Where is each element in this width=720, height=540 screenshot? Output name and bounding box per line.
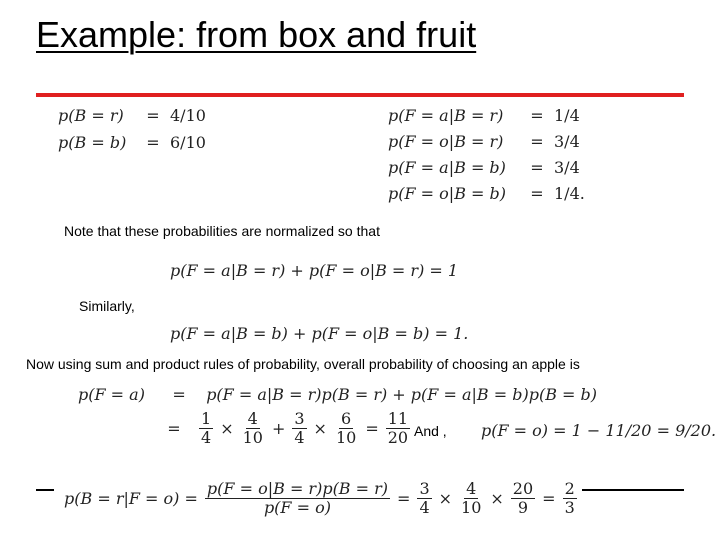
conditional-row [388, 184, 585, 203]
times-sign: × [438, 489, 453, 508]
fraction-denominator: 4 [419, 498, 430, 517]
fraction-denominator: 4 [201, 428, 212, 447]
prior-row [58, 106, 206, 125]
prior-lhs: p(B = r) [58, 106, 124, 125]
fraction-numerator: 3 [419, 479, 430, 498]
conditional-rhs: 3/4 [554, 132, 580, 151]
title-divider [36, 93, 684, 97]
times-sign: × [313, 419, 327, 438]
and-text: And , [414, 423, 447, 439]
bottom-rule-right [582, 489, 684, 491]
fraction [241, 410, 265, 447]
equals-sign: = [542, 489, 556, 508]
slide-title: Example: from box and fruit [36, 14, 477, 55]
plus-sign: + [271, 419, 286, 438]
apple-rhs: p(F = a|B = r)p(B = r) + p(F = a|B = b)p(B = b) [206, 385, 598, 404]
times-sign: × [220, 419, 234, 438]
apple-lhs: p(F = a) [78, 385, 145, 404]
fraction-denominator: 10 [335, 428, 357, 447]
similarly-text: Similarly, [79, 298, 135, 314]
sum-product-text: Now using sum and product rules of probability, overall probability of choosing an apple is [26, 356, 580, 372]
fraction-numerator: 6 [341, 409, 352, 428]
fraction-numerator: 3 [294, 409, 305, 428]
prior-row [58, 133, 206, 152]
conditional-eq: = [530, 132, 544, 151]
bayes-denominator: p(F = o) [263, 498, 331, 517]
bayes-lhs: p(B = r|F = o) = [64, 489, 198, 508]
times-sign: × [490, 489, 504, 508]
fraction [459, 480, 483, 517]
orange-probability: p(F = o) = 1 − 11/20 = 9/20. [481, 421, 717, 440]
fraction [199, 410, 213, 447]
prior-eq: = [146, 106, 160, 125]
prior-rhs: 6/10 [170, 133, 206, 152]
normalization-equation-2: p(F = a|B = b) + p(F = o|B = b) = 1. [170, 324, 469, 343]
fraction-denominator: 20 [387, 428, 409, 447]
conditional-rhs: 3/4 [554, 158, 580, 177]
fraction-numerator: 11 [387, 409, 409, 428]
conditional-eq: = [530, 158, 544, 177]
fraction-numerator: 4 [247, 409, 258, 428]
prior-eq: = [146, 133, 160, 152]
fraction [334, 410, 358, 447]
conditional-lhs: p(F = o|B = b) [388, 184, 507, 203]
prior-rhs: 4/10 [170, 106, 206, 125]
fraction-denominator: 9 [517, 498, 529, 517]
fraction [563, 480, 577, 517]
fraction-numerator: 2 [564, 479, 575, 498]
conditional-row [388, 106, 580, 125]
normalization-equation-1: p(F = a|B = r) + p(F = o|B = r) = 1 [170, 261, 459, 280]
equals-sign: = [365, 419, 379, 438]
fraction-denominator: 10 [461, 498, 482, 517]
fraction [292, 410, 306, 447]
fraction-numerator: 1 [201, 409, 212, 428]
bayes-numerator: p(F = o|B = r)p(B = r) [206, 479, 389, 498]
fraction [511, 480, 535, 517]
fraction-numerator: 4 [466, 479, 477, 498]
conditional-lhs: p(F = a|B = b) [388, 158, 506, 177]
conditional-lhs: p(F = a|B = r) [388, 106, 504, 125]
fraction-numerator: 20 [512, 479, 534, 498]
fraction [417, 480, 431, 517]
conditional-eq: = [530, 106, 544, 125]
prior-lhs: p(B = b) [58, 133, 127, 152]
apple-line-1 [78, 385, 597, 404]
fraction-denominator: 3 [564, 498, 575, 517]
bayes-fraction [205, 480, 390, 517]
equals-sign: = [397, 489, 411, 508]
apple-line-2 [152, 410, 413, 447]
conditional-row [388, 132, 580, 151]
conditional-lhs: p(F = o|B = r) [388, 132, 504, 151]
apple-eq-2: = [167, 419, 181, 438]
apple-eq: = [172, 385, 186, 404]
bayes-equation [64, 480, 580, 517]
conditional-rhs: 1/4 [554, 106, 580, 125]
conditional-eq: = [530, 184, 544, 203]
fraction-denominator: 10 [242, 428, 263, 447]
fraction [386, 410, 410, 447]
bottom-rule-left [36, 489, 54, 491]
normalization-note: Note that these probabilities are normalized so that [64, 223, 380, 239]
fraction-denominator: 4 [294, 428, 305, 447]
conditional-rhs: 1/4. [554, 184, 585, 203]
conditional-row [388, 158, 580, 177]
